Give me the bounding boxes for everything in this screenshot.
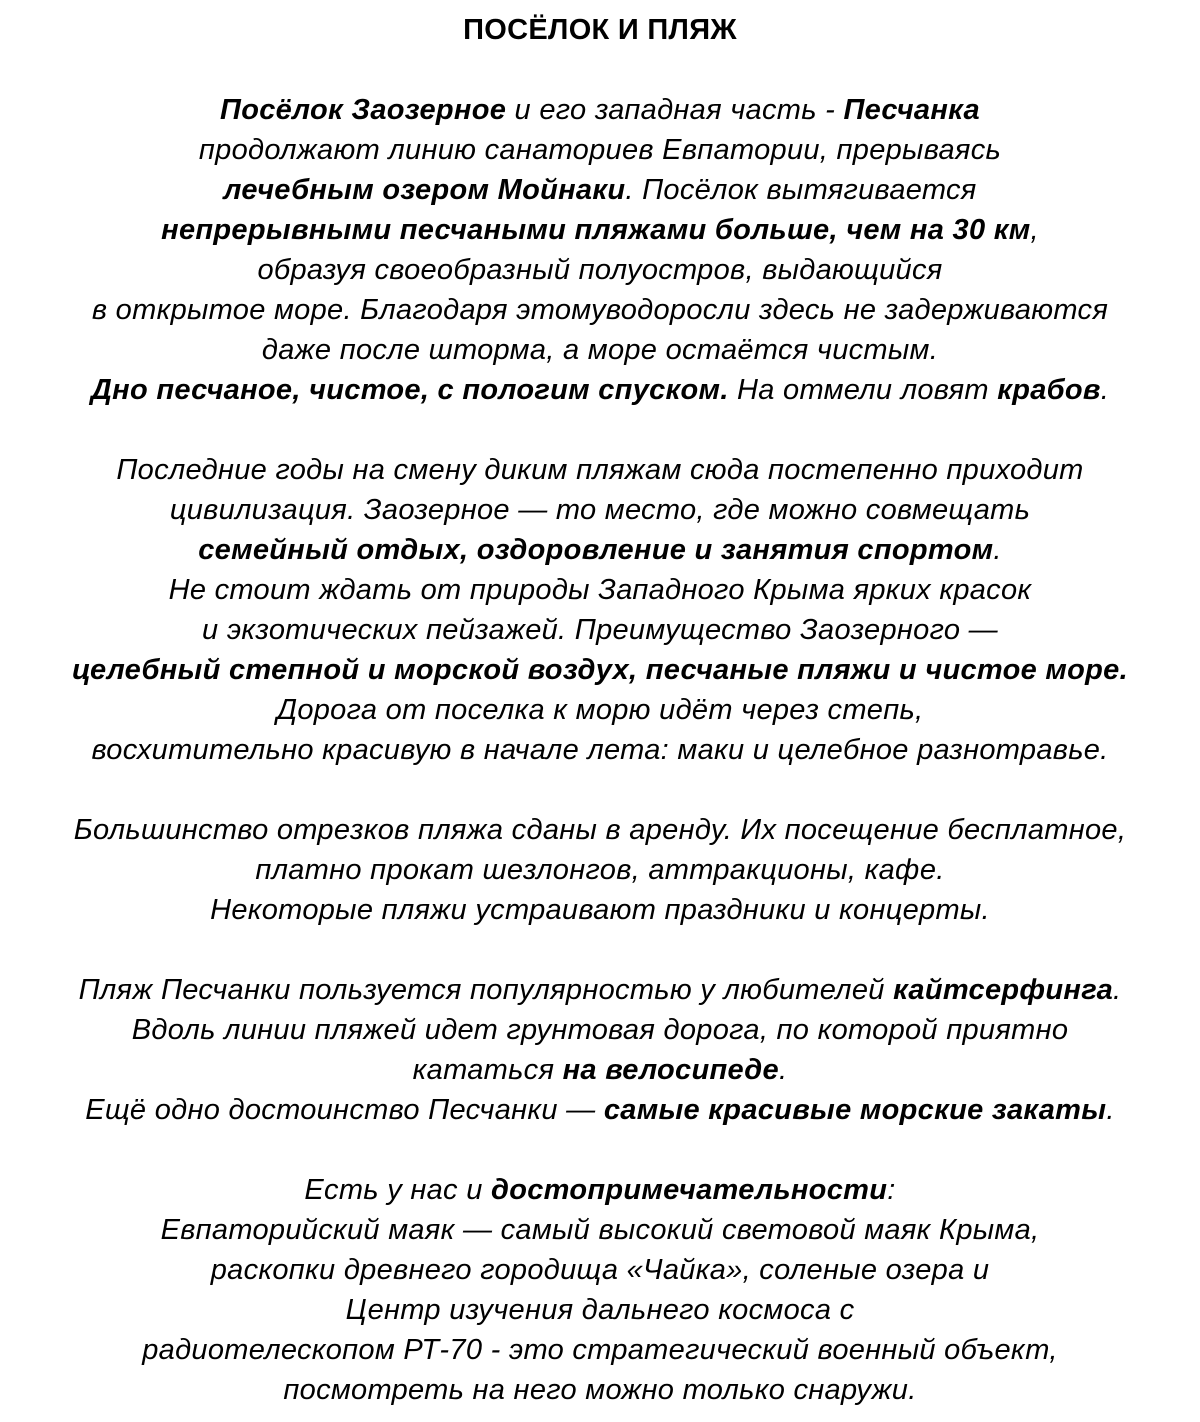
text-line: и экзотических пейзажей. Преимущество Заозерного — (202, 614, 998, 646)
text-line: Центр изучения дальнего космоса с (345, 1294, 855, 1326)
highlight-text: кайтсерфинга (893, 974, 1114, 1006)
highlight-text: семейный отдых, оздоровление и занятия спортом (198, 534, 994, 566)
body-text: Ещё одно достоинство Песчанки — (85, 1094, 604, 1126)
text-line (0, 170, 1200, 210)
highlight-text: непрерывными песчаными пляжами больше, чем на 30 км (161, 214, 1031, 246)
body-text: . (1100, 374, 1110, 406)
highlight-text: достопримечательности (491, 1174, 888, 1206)
text-line: целебный степной и морской воздух, песчаные пляжи и чистое море. (72, 654, 1128, 686)
body-text: , (1030, 214, 1039, 246)
text-line (0, 530, 1200, 570)
text-line: даже после шторма, а море остаётся чистым. (261, 334, 939, 366)
highlight-text: самые красивые морские закаты (603, 1094, 1107, 1126)
text-line: продолжают линию санаториев Евпатории, прерываясь (198, 134, 1002, 166)
text-line: цивилизация. Заозерное — то место, где можно совмещать (169, 494, 1031, 526)
body-text: . (993, 534, 1002, 566)
text-line (0, 1170, 1200, 1210)
text-line: платно прокат шезлонгов, аттракционы, кафе. (255, 854, 945, 886)
paragraph-kitesurfing (0, 970, 1200, 1130)
text-line: Евпаторийский маяк — самый высокий световой маяк Крыма, (160, 1214, 1040, 1246)
text-line: образуя своеобразный полуостров, выдающийся (257, 254, 943, 286)
paragraph-civilization (0, 450, 1200, 770)
body-text: . (778, 1054, 788, 1086)
body-text: и его западная часть - (506, 94, 844, 126)
text-line: Некоторые пляжи устраивают праздники и концерты. (210, 894, 990, 926)
body-text: На отмели ловят (728, 374, 998, 406)
text-line: Дорога от поселка к морю идёт через степь, (276, 694, 924, 726)
text-line: Не стоит ждать от природы Западного Крыма ярких красок (168, 574, 1032, 606)
paragraph-sights (0, 1170, 1200, 1410)
highlight-text: Дно песчаное, чистое, с пологим спуском. (90, 374, 729, 406)
text-line (0, 90, 1200, 130)
text-line (0, 370, 1200, 410)
text-line (0, 1090, 1200, 1130)
paragraph-village (0, 90, 1200, 410)
body-text: . (1106, 1094, 1115, 1126)
text-line: посмотреть на него можно только снаружи. (283, 1374, 917, 1406)
highlight-text: Посёлок Заозерное (220, 94, 507, 126)
body-text: . Посёлок вытягивается (625, 174, 977, 206)
text-line: раскопки древнего городища «Чайка», соленые озера и (210, 1254, 990, 1286)
text-line (0, 1050, 1200, 1090)
text-line: Последние годы на смену диким пляжам сюда постепенно приходит (116, 454, 1084, 486)
body-text: : (887, 1174, 896, 1206)
text-line: Вдоль линии пляжей идет грунтовая дорога, по которой приятно (131, 1014, 1069, 1046)
body-text: кататься (412, 1054, 563, 1086)
text-line: Большинство отрезков пляжа сданы в аренду. Их посещение бесплатное, (73, 814, 1127, 846)
paragraph-beach-rental (0, 810, 1200, 930)
page-title: ПОСЁЛОК И ПЛЯЖ (463, 14, 737, 46)
body-text: . (1113, 974, 1122, 1006)
body-text: Есть у нас и (304, 1174, 491, 1206)
text-line: в открытое море. Благодаря этомуводоросли здесь не задерживаются (91, 294, 1109, 326)
highlight-text: на велосипеде (562, 1054, 779, 1086)
body-text: Пляж Песчанки пользуется популярностью у любителей (78, 974, 894, 1006)
text-line: восхитительно красивую в начале лета: маки и целебное разнотравье. (91, 734, 1109, 766)
highlight-text: Песчанка (843, 94, 980, 126)
text-line (0, 970, 1200, 1010)
highlight-text: крабов (997, 374, 1101, 406)
text-line: радиотелескопом РТ-70 - это стратегический военный объект, (142, 1334, 1058, 1366)
highlight-text: лечебным озером Мойнаки (223, 174, 626, 206)
text-line (0, 210, 1200, 250)
